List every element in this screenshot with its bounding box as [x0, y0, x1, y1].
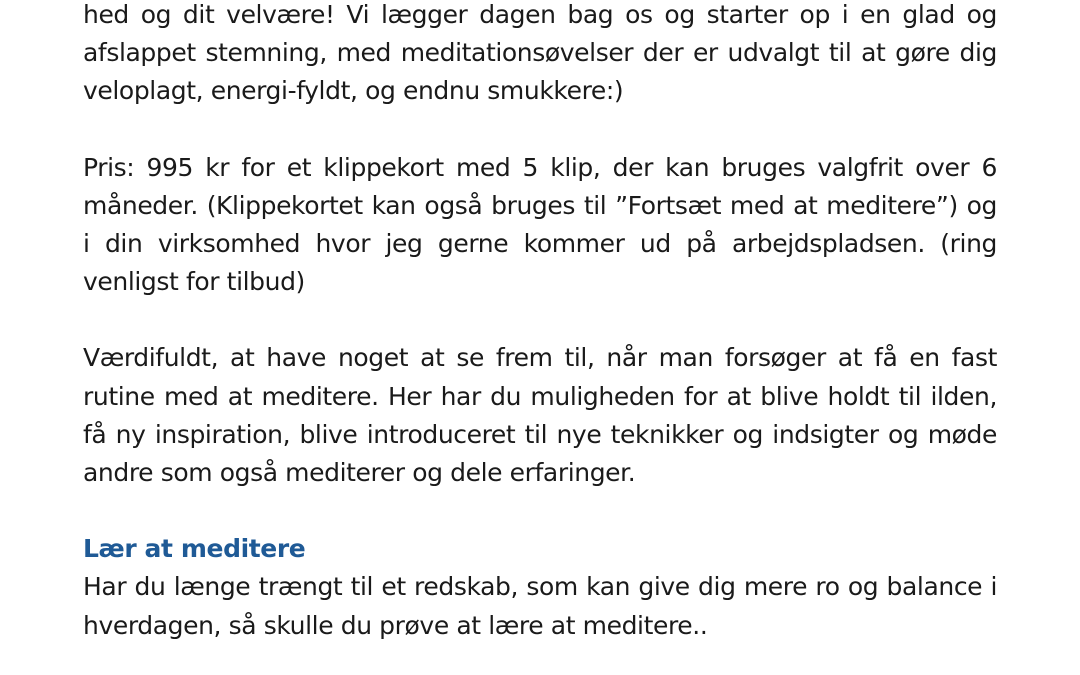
value-paragraph: Værdifuldt, at have noget at se frem til, når man forsøger at få en fast rutine med at meditere. Her har du muligheden for at blive holdt til ilden, få ny inspiration, blive introduceret til nye teknikker og indsigter og møde andre som også mediterer og dele erfaringer. — [83, 343, 997, 488]
price-paragraph: Pris: 995 kr for et klippekort med 5 klip, der kan bruges valgfrit over 6 måneder. (Klippekortet kan også bruges til ”Fortsæt med at meditere”) og i din virksomhed hvor jeg gerne kommer ud på arbejdspladsen. (ring venligst for tilbud) — [83, 152, 997, 297]
section-heading: Lær at meditere — [83, 534, 306, 564]
section-paragraph: Har du længe trængt til et redskab, som kan give dig mere ro og balance i hverdagen, så skulle du prøve at lære at meditere.. — [83, 572, 997, 640]
article-body — [83, 0, 997, 675]
intro-paragraph: hed og dit velvære! Vi lægger dagen bag os og starter op i en glad og afslappet stemning, med meditationsøvelser der er udvalgt til at gøre dig veloplagt, energi-fyldt, og endnu smukkere:) — [83, 0, 997, 106]
